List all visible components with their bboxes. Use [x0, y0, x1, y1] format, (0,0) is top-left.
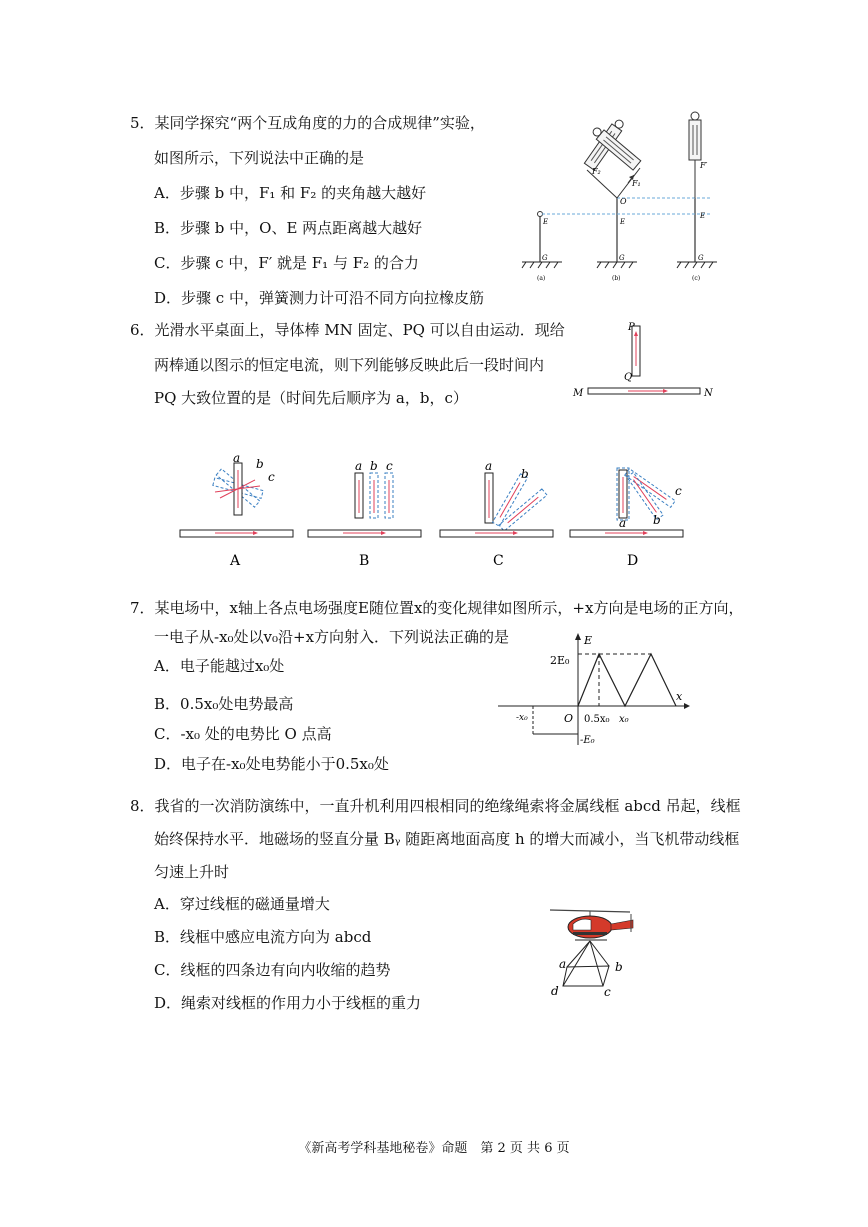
- q5-figure: [512, 110, 737, 290]
- q8-stem-line2: 始终保持水平．地磁场的竖直分量 Bᵧ 随距离地面高度 h 的增大而减小，当飞机带动线框: [154, 830, 740, 848]
- graph-label-neg-E0: -E₀: [580, 735, 595, 746]
- q5-stem-line2: 如图所示，下列说法中正确的是: [154, 149, 365, 167]
- label-E-b: E: [620, 218, 626, 226]
- q6-choice-b[interactable]: [303, 448, 428, 573]
- q5-option-d: D．步骤 c 中，弹簧测力计可沿不同方向拉橡皮筋: [154, 289, 484, 307]
- label-Q: Q: [624, 372, 633, 383]
- choice-d-label-a: a: [619, 516, 627, 530]
- q5-stem-line1: 5．某同学探究“两个互成角度的力的合成规律”实验，: [130, 114, 485, 132]
- label-step-c: (c): [692, 275, 701, 282]
- q7-option-c: C．-x₀ 处的电势比 O 点高: [154, 725, 332, 743]
- q8-option-b: B．线框中感应电流方向为 abcd: [154, 928, 372, 946]
- choice-b-label-b: b: [370, 459, 378, 473]
- q8-option-c: C．线框的四条边有向内收缩的趋势: [154, 961, 391, 979]
- choice-a-label-b: b: [256, 457, 264, 471]
- choice-c-letter: C: [493, 553, 504, 569]
- choice-c-label-b: b: [521, 467, 529, 481]
- label-F2: F₂: [592, 167, 601, 176]
- q6-stem-line3: PQ 大致位置的是（时间先后顺序为 a，b，c）: [154, 389, 468, 407]
- q5-option-b: B．步骤 b 中，O、E 两点距离越大越好: [154, 219, 423, 237]
- q5-option-a: A．步骤 b 中，F₁ 和 F₂ 的夹角越大越好: [154, 184, 427, 202]
- q7-stem-line2: 一电子从-x₀处以v₀沿+x方向射入．下列说法正确的是: [154, 628, 510, 646]
- q7-stem-line1: 7．某电场中，x轴上各点电场强度E随位置x的变化规律如图所示，+x方向是电场的正方向，: [130, 599, 744, 617]
- label-d: d: [551, 984, 559, 998]
- label-step-b: (b): [612, 275, 621, 282]
- label-a: a: [559, 957, 567, 971]
- label-E-a: E: [543, 218, 549, 226]
- graph-label-O: O: [564, 712, 574, 725]
- q6-stem-line1: 6．光滑水平桌面上，导体棒 MN 固定、PQ 可以自由运动．现给: [130, 321, 565, 339]
- q6-choice-c[interactable]: [435, 448, 560, 573]
- spring-scale-c: [689, 112, 701, 198]
- q8-stem-line3: 匀速上升时: [154, 863, 230, 881]
- choice-a-letter: A: [230, 553, 241, 569]
- ground-b: [597, 262, 637, 268]
- label-F1: F₁: [632, 179, 641, 188]
- graph-label-half-x0: 0.5x₀: [584, 714, 610, 725]
- label-c: c: [604, 985, 611, 999]
- label-G-b: G: [619, 254, 625, 262]
- choice-d-label-c: c: [675, 484, 682, 498]
- choice-d-letter: D: [627, 553, 639, 569]
- q6-choice-d[interactable]: [565, 448, 690, 573]
- q7-option-a: A．电子能越过x₀处: [154, 657, 285, 675]
- q6-setup-figure: [568, 318, 718, 408]
- label-step-a: (a): [537, 275, 546, 282]
- graph-label-2E0: 2E₀: [550, 654, 570, 667]
- label-P: P: [628, 322, 635, 333]
- page-footer: 《新高考学科基地秘卷》命题 第 2 页 共 6 页: [298, 1141, 570, 1156]
- q8-helicopter-figure: [545, 900, 645, 1000]
- graph-label-x: x: [676, 690, 683, 703]
- label-b: b: [615, 960, 623, 974]
- q7-option-d: D．电子在-x₀处电势能小于0.5x₀处: [154, 755, 389, 773]
- q7-option-b: B．0.5x₀处电势最高: [154, 695, 294, 713]
- choice-d-label-b: b: [653, 513, 661, 527]
- choice-b-label-a: a: [355, 459, 363, 473]
- label-G-a: G: [542, 254, 548, 262]
- label-N: N: [704, 388, 713, 399]
- graph-label-neg-x0: -x₀: [516, 713, 528, 723]
- q6-stem-line2: 两棒通以图示的恒定电流，则下列能够反映此后一段时间内: [154, 356, 545, 374]
- q8-option-a: A．穿过线框的磁通量增大: [154, 895, 330, 913]
- q8-stem-line1: 8．我省的一次消防演练中，一直升机利用四根相同的绝缘绳索将金属线框 abcd 吊起，线框: [130, 797, 741, 815]
- choice-b-letter: B: [359, 553, 370, 569]
- choice-a-label-c: c: [268, 470, 275, 484]
- ground-a: [522, 262, 562, 268]
- label-O: O: [620, 197, 627, 206]
- label-Fprime: F′: [700, 161, 708, 170]
- choice-c-label-a: a: [485, 459, 493, 473]
- label-M: M: [573, 388, 584, 399]
- ground-c: [677, 262, 717, 268]
- q6-choice-a[interactable]: [175, 448, 300, 573]
- q7-field-graph: [498, 630, 698, 750]
- graph-label-E: E: [584, 634, 593, 647]
- choice-a-label-a: a: [233, 451, 241, 465]
- label-E-c: E: [700, 212, 706, 220]
- label-G-c: G: [698, 254, 704, 262]
- q5-option-c: C．步骤 c 中，F′ 就是 F₁ 与 F₂ 的合力: [154, 254, 419, 272]
- q8-option-d: D．绳索对线框的作用力小于线框的重力: [154, 994, 422, 1012]
- choice-b-label-c: c: [386, 459, 393, 473]
- graph-label-x0: x₀: [619, 714, 629, 725]
